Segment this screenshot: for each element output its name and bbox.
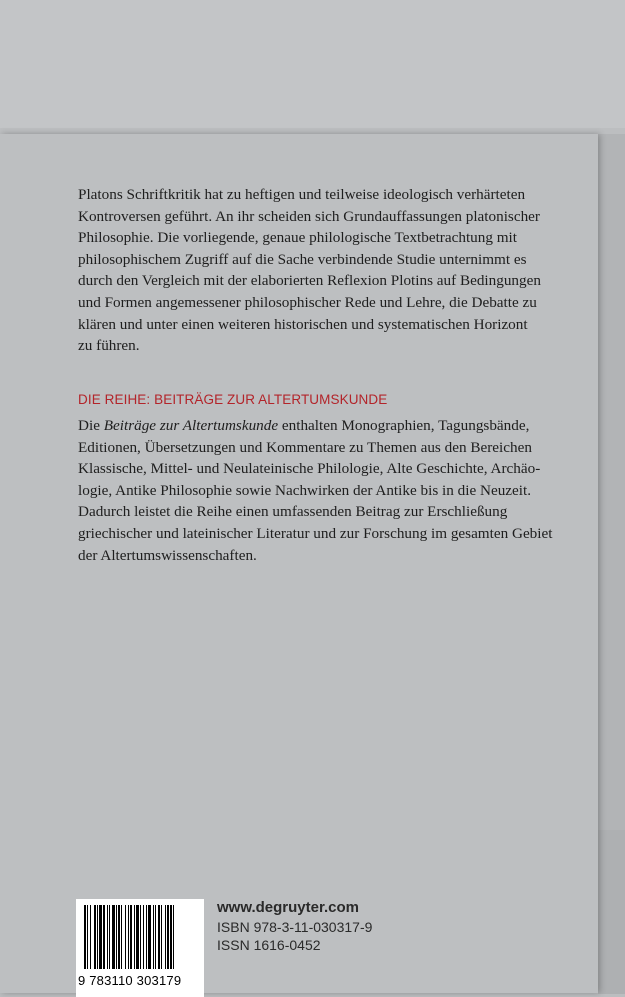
series-title-italic: Beiträge zur Altertumskunde	[103, 417, 279, 434]
series-text-rest: enthalten Monographien, Tagungsbände, Editionen, Übersetzungen und Kommentare zu Themen aus den Bereichen Klassische, Mittel- und Neulateinische Philologie, Alte Geschichte, Archäo- logie, Antike Philosophie sowie Nachwirken der Antike bis in die Neuzeit. Dadurch leistet die Reihe einen umfassenden Beitrag zur Erschließung griechischer und lateinischer Literatur und zur Forschung im gesamten Gebiet der Altertumswissenschaften.	[78, 417, 553, 564]
cover-shadow-lower	[598, 830, 625, 994]
publisher-url: www.degruyter.com	[217, 899, 359, 916]
book-back-cover	[0, 134, 598, 993]
publisher-info	[217, 898, 372, 954]
series-text-prefix: Die	[78, 417, 104, 434]
issn-number: ISSN 1616-0452	[217, 937, 321, 953]
series-heading: DIE REIHE: BEITRÄGE ZUR ALTERTUMSKUNDE	[78, 392, 388, 407]
blurb-text: Platons Schriftkritik hat zu heftigen und teilweise ideologisch verhärteten Kontroversen geführt. An ihr scheiden sich Grundauffassungen platonischer Philosophie. Die vorliegende, genaue philologische Textbetrachtung mit philosophischem Zugriff auf die Sache verbindende Studie unternimmt es durch den Vergleich mit der elaborierten Reflexion Plotins auf Bedingungen und Formen angemessener philosophischer Rede und Lehre, die Debatte zu klären und unter einen weiteren historischen und systematischen Horizont zu führen.	[78, 186, 541, 355]
barcode-bars	[82, 905, 198, 971]
background-panel	[0, 0, 625, 128]
series-description	[78, 415, 558, 566]
isbn-number: ISBN 978-3-11-030317-9	[217, 919, 373, 935]
barcode-digits: 9 783110 303179	[78, 973, 182, 988]
barcode	[76, 899, 204, 997]
